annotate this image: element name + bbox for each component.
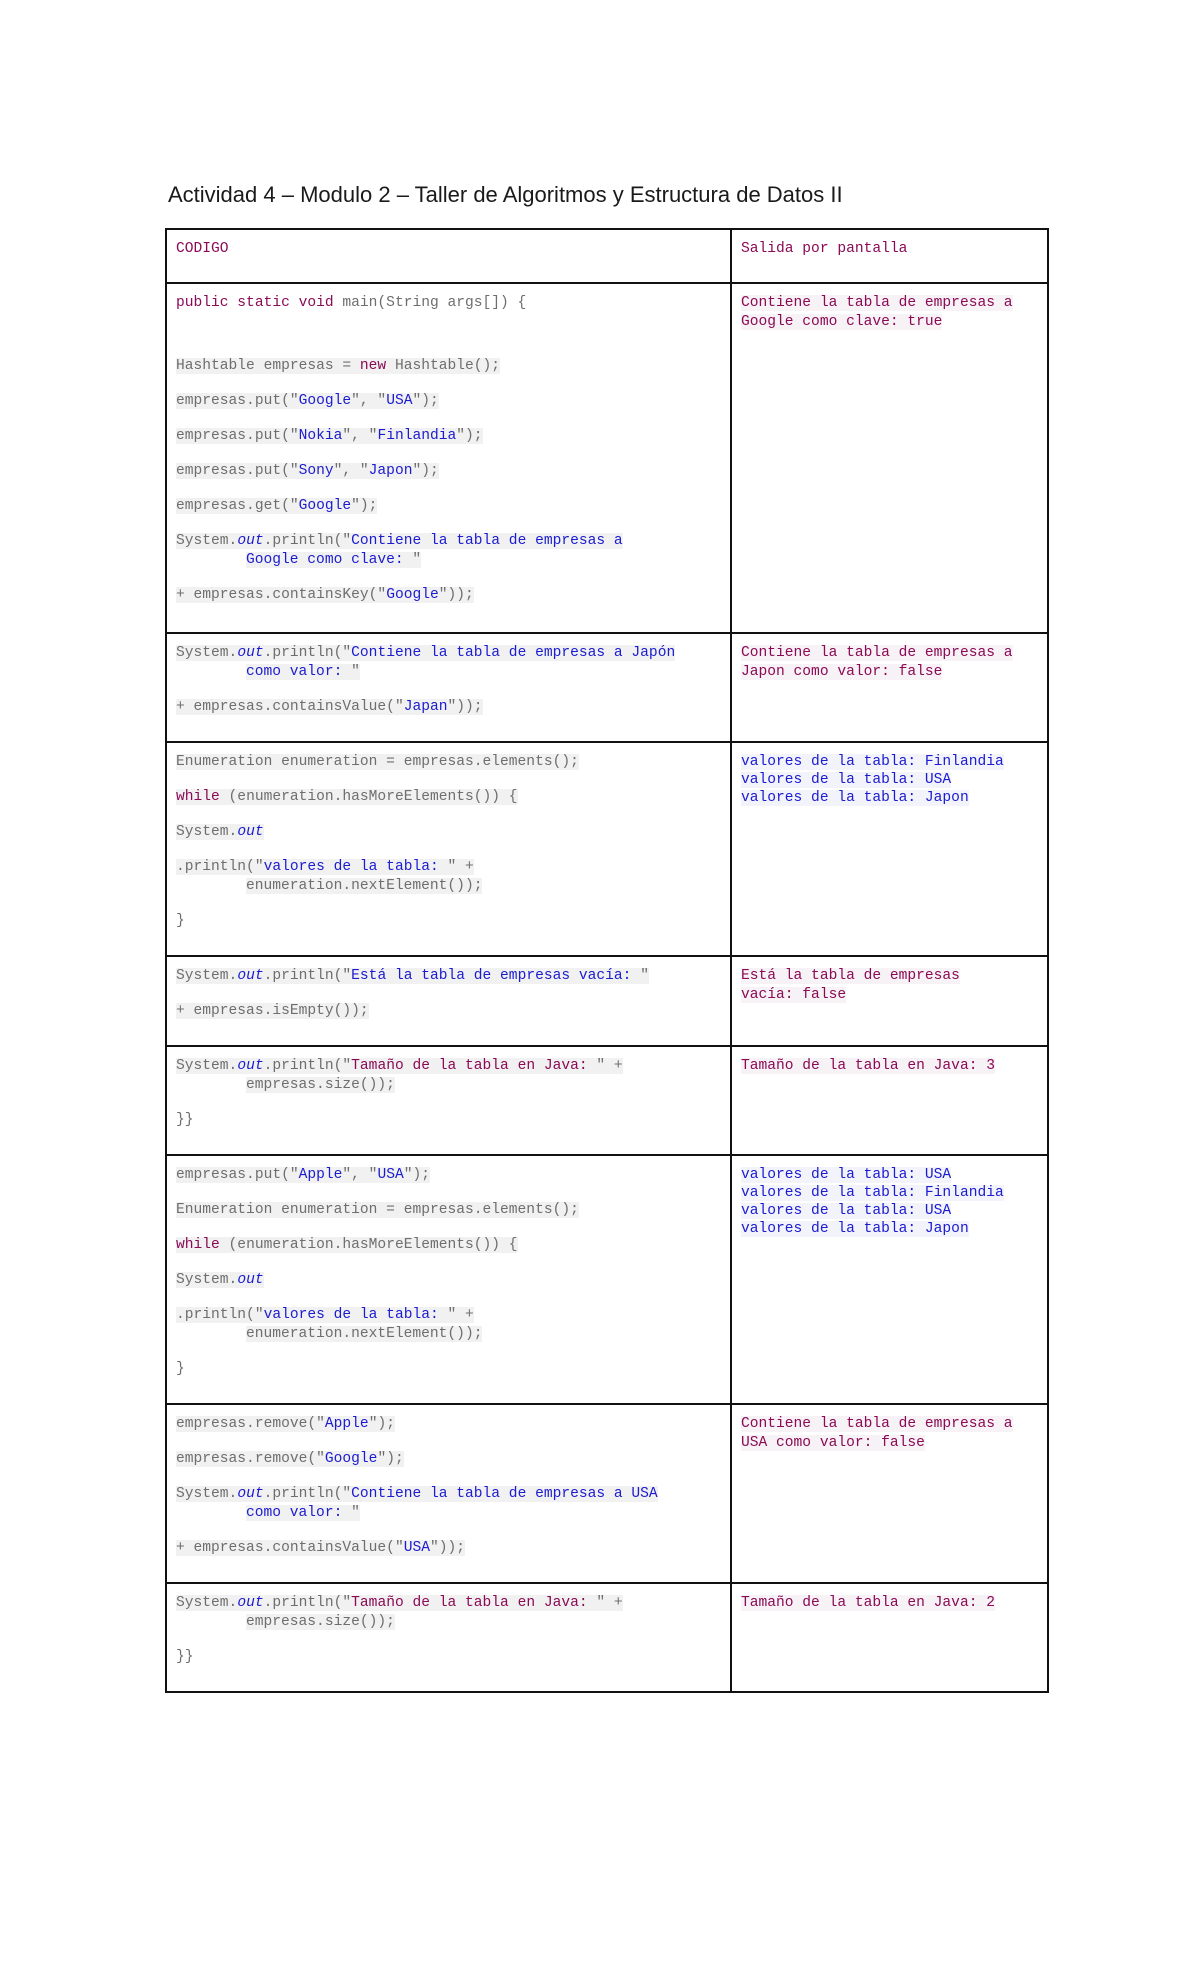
header-output-label: Salida por pantalla <box>741 241 908 257</box>
code-line <box>176 462 721 481</box>
header-output-cell <box>731 229 1048 283</box>
document-title: Actividad 4 – Modulo 2 – Taller de Algoritmos y Estructura de Datos II <box>168 182 843 207</box>
code-text: System. <box>176 968 238 984</box>
output-text: valores de la tabla: Japon <box>741 1221 969 1237</box>
code-line <box>176 1360 721 1379</box>
code-line <box>176 1594 721 1632</box>
output-line <box>741 1220 1038 1238</box>
code-string: USA <box>386 393 413 409</box>
output-text: Está la tabla de empresas <box>741 968 960 984</box>
code-keyword: while <box>176 1237 220 1253</box>
code-text: } <box>176 913 185 929</box>
code-string: Sony <box>298 463 334 479</box>
output-line <box>741 1057 1038 1076</box>
code-string: Apple <box>298 1167 343 1183</box>
code-string: Google <box>386 587 439 603</box>
code-line <box>176 532 721 570</box>
code-text: "); <box>403 1167 430 1183</box>
output-line <box>741 986 1038 1005</box>
code-string: Japon <box>368 463 413 479</box>
code-text: enumeration.nextElement()); <box>246 1326 483 1342</box>
code-line <box>176 753 721 772</box>
output-cell <box>731 633 1048 742</box>
output-line <box>741 1184 1038 1202</box>
code-line <box>176 427 721 446</box>
code-text: empresas.remove(" <box>176 1451 325 1467</box>
output-line <box>741 771 1038 789</box>
code-string: Google <box>298 393 352 409</box>
code-cell <box>166 956 731 1046</box>
output-text: valores de la tabla: Finlandia <box>741 754 1004 770</box>
code-line <box>176 1539 721 1558</box>
code-text: (enumeration.hasMoreElements()) { <box>219 789 518 805</box>
code-string: Tamaño de la tabla en Java: <box>351 1595 597 1611</box>
code-text: ")); <box>438 587 474 603</box>
code-text: empresas.put(" <box>176 428 299 444</box>
code-text: empresas.get(" <box>176 498 299 514</box>
code-text: + empresas.containsValue(" <box>176 1540 404 1556</box>
code-text: }} <box>176 1649 194 1665</box>
code-text: .println(" <box>176 859 264 875</box>
blank-line <box>176 329 721 357</box>
code-text: enumeration.nextElement()); <box>246 878 483 894</box>
code-line <box>176 1485 721 1523</box>
code-text: ", " <box>342 428 378 444</box>
code-line <box>176 1002 721 1021</box>
code-text: .println(" <box>263 1595 352 1611</box>
output-line <box>741 1415 1038 1434</box>
code-text: } <box>176 1361 185 1377</box>
code-line <box>176 788 721 807</box>
output-text: USA como valor: false <box>741 1435 925 1451</box>
code-string: Google <box>298 498 352 514</box>
code-line <box>176 1415 721 1434</box>
output-cell <box>731 1155 1048 1404</box>
code-string: Contiene la tabla de empresas a USA <box>351 1486 658 1502</box>
code-text: "); <box>377 1451 404 1467</box>
code-string: como valor: <box>246 664 352 680</box>
code-text: ", " <box>342 1167 378 1183</box>
code-text: ")); <box>429 1540 466 1556</box>
code-text: System. <box>176 533 238 549</box>
code-line <box>176 357 721 376</box>
output-line <box>741 1434 1038 1453</box>
code-text: "); <box>368 1416 395 1432</box>
output-line <box>741 663 1038 682</box>
code-text: " + <box>596 1058 623 1074</box>
code-text: empresas.put(" <box>176 1167 299 1183</box>
code-string: Japan <box>403 699 448 715</box>
header-code-cell <box>166 229 731 283</box>
code-text: System. <box>176 1272 238 1288</box>
code-field: out <box>237 1058 264 1074</box>
code-line <box>176 698 721 717</box>
code-text: System. <box>176 1058 238 1074</box>
table-row <box>166 956 1048 1046</box>
code-field: out <box>237 824 264 840</box>
output-cell <box>731 742 1048 956</box>
code-line <box>176 1166 721 1185</box>
table-row <box>166 1404 1048 1583</box>
code-text: empresas.size()); <box>246 1614 395 1630</box>
code-text: System. <box>176 1595 238 1611</box>
output-text: Contiene la tabla de empresas a <box>741 295 1013 311</box>
output-text: valores de la tabla: USA <box>741 772 952 788</box>
output-text: Japon como valor: false <box>741 664 943 680</box>
code-text: " <box>351 664 360 680</box>
code-field: out <box>237 645 264 661</box>
code-text: "); <box>351 498 378 514</box>
output-text: Tamaño de la tabla en Java: 2 <box>741 1595 995 1611</box>
code-cell <box>166 633 731 742</box>
code-line <box>176 1057 721 1095</box>
output-text: Contiene la tabla de empresas a <box>741 1416 1013 1432</box>
code-field: out <box>237 1272 264 1288</box>
code-line <box>176 967 721 986</box>
code-text: " + <box>447 1307 474 1323</box>
code-line <box>176 1306 721 1344</box>
code-text: empresas.put(" <box>176 393 299 409</box>
code-cell <box>166 283 731 633</box>
code-text: Hashtable empresas = <box>176 358 360 374</box>
code-cell <box>166 1155 731 1404</box>
code-line <box>176 586 721 605</box>
code-line <box>176 392 721 411</box>
output-cell <box>731 956 1048 1046</box>
code-text: .println(" <box>263 968 352 984</box>
code-text: "); <box>412 463 439 479</box>
output-text: Tamaño de la tabla en Java: 3 <box>741 1058 995 1074</box>
code-text: " <box>640 968 649 984</box>
code-output-table <box>165 228 1049 1693</box>
code-line <box>176 1648 721 1667</box>
code-line <box>176 912 721 931</box>
code-string: USA <box>377 1167 404 1183</box>
code-text: + empresas.isEmpty()); <box>176 1003 369 1019</box>
output-text: valores de la tabla: USA <box>741 1203 952 1219</box>
code-text: " <box>351 1505 360 1521</box>
output-text: valores de la tabla: Japon <box>741 790 969 806</box>
code-line <box>176 497 721 516</box>
output-line <box>741 1166 1038 1184</box>
output-line <box>741 1202 1038 1220</box>
code-text: System. <box>176 824 238 840</box>
code-text: "); <box>412 393 439 409</box>
table-row <box>166 633 1048 742</box>
code-text: (enumeration.hasMoreElements()) { <box>219 1237 518 1253</box>
code-string: Google como clave: <box>246 552 413 568</box>
code-text: }} <box>176 1112 194 1128</box>
output-cell <box>731 283 1048 633</box>
code-text: ")); <box>447 699 483 715</box>
code-string: Google <box>324 1451 378 1467</box>
output-cell <box>731 1404 1048 1583</box>
code-string: USA <box>403 1540 430 1556</box>
output-line <box>741 789 1038 807</box>
code-text: Hashtable(); <box>386 358 501 374</box>
code-text: .println(" <box>263 1058 352 1074</box>
output-text: Google como clave: true <box>741 314 943 330</box>
code-text: " + <box>596 1595 623 1611</box>
code-text: empresas.put(" <box>176 463 299 479</box>
code-text: "); <box>456 428 483 444</box>
code-text: .println(" <box>263 1486 352 1502</box>
code-string: Está la tabla de empresas vacía: <box>351 968 641 984</box>
output-line <box>741 1594 1038 1613</box>
output-cell <box>731 1046 1048 1155</box>
code-text: ", " <box>351 393 387 409</box>
code-text: " + <box>447 859 474 875</box>
code-text: Enumeration enumeration = empresas.elements(); <box>176 754 579 770</box>
code-line <box>176 644 721 682</box>
output-line <box>741 313 1038 332</box>
output-line <box>741 644 1038 663</box>
code-string: Tamaño de la tabla en Java: <box>351 1058 597 1074</box>
code-keyword: public static void <box>176 295 334 311</box>
code-string: Contiene la tabla de empresas a Japón <box>351 645 676 661</box>
code-text: + empresas.containsValue(" <box>176 699 404 715</box>
code-cell <box>166 1046 731 1155</box>
code-line <box>176 294 721 313</box>
code-text: empresas.size()); <box>246 1077 395 1093</box>
code-text: .println(" <box>263 645 352 661</box>
table-row <box>166 1046 1048 1155</box>
code-string: como valor: <box>246 1505 352 1521</box>
code-line <box>176 1450 721 1469</box>
code-text: .println(" <box>176 1307 264 1323</box>
code-string: valores de la tabla: <box>263 859 448 875</box>
code-text: ", " <box>333 463 369 479</box>
code-field: out <box>237 968 264 984</box>
output-text: Contiene la tabla de empresas a <box>741 645 1013 661</box>
code-string: Apple <box>324 1416 369 1432</box>
code-keyword: while <box>176 789 220 805</box>
code-string: Finlandia <box>377 428 457 444</box>
code-line <box>176 823 721 842</box>
table-row <box>166 742 1048 956</box>
output-text: valores de la tabla: USA <box>741 1167 952 1183</box>
code-field: out <box>237 1486 264 1502</box>
code-cell <box>166 1404 731 1583</box>
code-string: Contiene la tabla de empresas a <box>351 533 623 549</box>
code-text: empresas.remove(" <box>176 1416 325 1432</box>
code-text: System. <box>176 645 238 661</box>
code-text: + empresas.containsKey(" <box>176 587 387 603</box>
code-string: valores de la tabla: <box>263 1307 448 1323</box>
table-row <box>166 1583 1048 1692</box>
code-text: main(String args[]) { <box>333 295 527 311</box>
output-line <box>741 967 1038 986</box>
code-line <box>176 1201 721 1220</box>
code-cell <box>166 1583 731 1692</box>
code-text: System. <box>176 1486 238 1502</box>
output-text: valores de la tabla: Finlandia <box>741 1185 1004 1201</box>
output-cell <box>731 1583 1048 1692</box>
code-field: out <box>237 533 264 549</box>
code-field: out <box>237 1595 264 1611</box>
code-keyword: new <box>359 358 387 374</box>
code-text: Enumeration enumeration = empresas.elements(); <box>176 1202 579 1218</box>
header-code-label: CODIGO <box>176 241 229 257</box>
table-header-row <box>166 229 1048 283</box>
code-line <box>176 1271 721 1290</box>
code-line <box>176 1111 721 1130</box>
code-line <box>176 858 721 896</box>
code-cell <box>166 742 731 956</box>
code-line <box>176 1236 721 1255</box>
code-text: " <box>412 552 422 568</box>
table-row <box>166 283 1048 633</box>
code-string: Nokia <box>298 428 343 444</box>
table-row <box>166 1155 1048 1404</box>
output-text: vacía: false <box>741 987 847 1003</box>
output-line <box>741 753 1038 771</box>
code-text: .println(" <box>263 533 352 549</box>
output-line <box>741 294 1038 313</box>
